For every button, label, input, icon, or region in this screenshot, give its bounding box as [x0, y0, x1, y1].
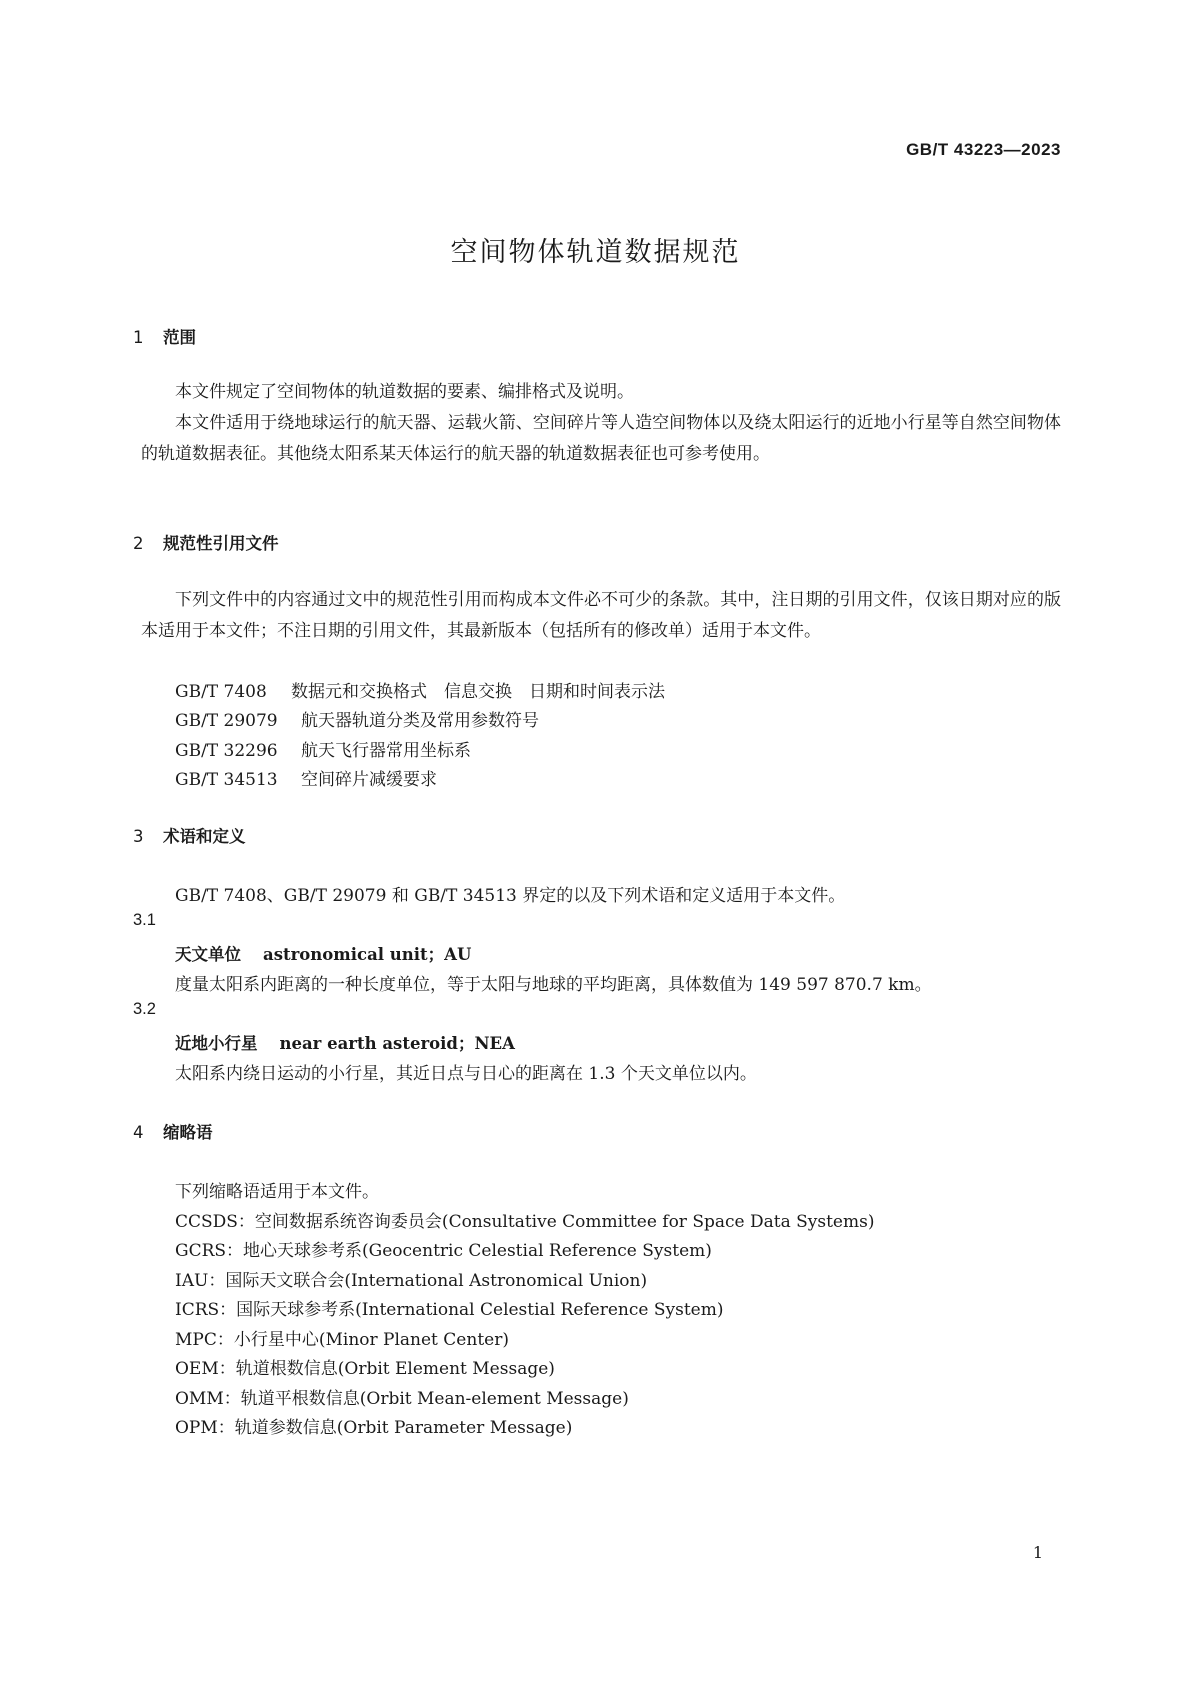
section-heading-4 — [133, 1119, 213, 1143]
reference-code: GB/T 7408 — [175, 682, 267, 702]
term-heading — [175, 941, 471, 965]
reference-title: 航天飞行器常用坐标系 — [301, 741, 471, 761]
standard-number: GB/T 43223—2023 — [906, 140, 1061, 159]
paragraph: 本文件规定了空间物体的轨道数据的要素、编排格式及说明。 — [175, 382, 634, 402]
term-english: near earth asteroid；NEA — [279, 1034, 515, 1053]
term-definition: 太阳系内绕日运动的小行星，其近日点与日心的距离在 1.3 个天文单位以内。 — [175, 1064, 757, 1084]
section-heading-1 — [133, 324, 196, 348]
abbreviation-item: IAU：国际天文联合会(International Astronomical Union) — [175, 1271, 648, 1291]
normative-reference — [175, 736, 471, 761]
abbreviation-item: OEM：轨道根数信息(Orbit Element Message) — [175, 1359, 555, 1379]
reference-title: 数据元和交换格式 信息交换 日期和时间表示法 — [291, 682, 665, 702]
term-chinese: 近地小行星 — [175, 1034, 258, 1053]
section-heading-3 — [133, 823, 246, 847]
section-number: 1 — [133, 328, 144, 347]
term-english: astronomical unit；AU — [263, 945, 472, 964]
section-heading-2 — [133, 530, 279, 554]
section-number: 4 — [133, 1123, 144, 1142]
term-number: 3.2 — [133, 1000, 156, 1018]
section-number: 3 — [133, 827, 144, 846]
section-title: 缩略语 — [163, 1123, 213, 1142]
section-title: 规范性引用文件 — [163, 534, 279, 553]
abbreviation-item: GCRS：地心天球参考系(Geocentric Celestial Reference System) — [175, 1241, 712, 1261]
paragraph: 下列缩略语适用于本文件。 — [175, 1182, 379, 1202]
section-title: 范围 — [163, 328, 196, 347]
abbreviation-item: OMM：轨道平根数信息(Orbit Mean-element Message) — [175, 1389, 629, 1409]
document-title: 空间物体轨道数据规范 — [450, 237, 741, 268]
term-definition: 度量太阳系内距离的一种长度单位，等于太阳与地球的平均距离，具体数值为 149 597 870.7 km。 — [175, 975, 932, 995]
paragraph: 本文件适用于绕地球运行的航天器、运载火箭、空间碎片等人造空间物体以及绕太阳运行的近地小行星等自然空间物体的轨道数据表征。其他绕太阳系某天体运行的航天器的轨道数据表征也可参考使用。 — [141, 413, 1061, 464]
paragraph: GB/T 7408、GB/T 29079 和 GB/T 34513 界定的以及下列术语和定义适用于本文件。 — [175, 886, 846, 906]
reference-title: 航天器轨道分类及常用参数符号 — [301, 711, 539, 731]
reference-code: GB/T 29079 — [175, 711, 278, 731]
normative-reference — [175, 677, 665, 702]
term-heading — [175, 1030, 515, 1054]
section-number: 2 — [133, 534, 144, 553]
term-number: 3.1 — [133, 911, 156, 929]
reference-code: GB/T 34513 — [175, 770, 278, 790]
paragraph: 下列文件中的内容通过文中的规范性引用而构成本文件必不可少的条款。其中，注日期的引用文件，仅该日期对应的版本适用于本文件；不注日期的引用文件，其最新版本（包括所有的修改单）适用于本文件。 — [141, 590, 1061, 641]
abbreviation-item: OPM：轨道参数信息(Orbit Parameter Message) — [175, 1418, 573, 1438]
normative-reference — [175, 765, 437, 790]
abbreviation-item: CCSDS：空间数据系统咨询委员会(Consultative Committee for Space Data Systems) — [175, 1212, 875, 1232]
normative-reference — [175, 706, 539, 731]
reference-title: 空间碎片减缓要求 — [301, 770, 437, 790]
section-title: 术语和定义 — [163, 827, 246, 846]
page-number: 1 — [1032, 1543, 1043, 1562]
term-chinese: 天文单位 — [175, 945, 241, 964]
reference-code: GB/T 32296 — [175, 741, 278, 761]
abbreviation-item: MPC：小行星中心(Minor Planet Center) — [175, 1330, 509, 1350]
abbreviation-item: ICRS：国际天球参考系(International Celestial Reference System) — [175, 1300, 724, 1320]
